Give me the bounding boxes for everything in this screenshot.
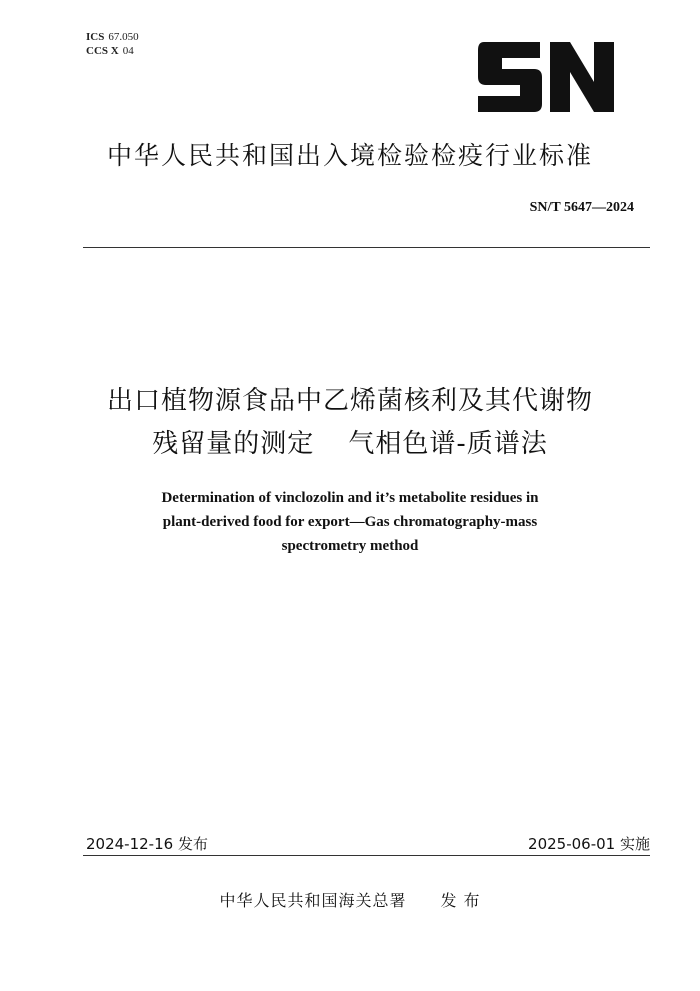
- top-divider: [83, 247, 650, 248]
- chinese-title-line-2: [0, 423, 700, 466]
- bottom-divider: [83, 855, 650, 856]
- publish-action: 发 布: [440, 891, 481, 910]
- english-title: [0, 486, 700, 558]
- sn-logo-mark: [478, 42, 614, 112]
- english-title-line-2: plant-derived food for export—Gas chromatography-mass: [162, 514, 538, 530]
- chinese-title: [0, 380, 700, 466]
- chinese-title-line-2-part-2: 气相色谱-质谱法: [348, 429, 548, 459]
- publisher-line: [0, 888, 700, 911]
- ccs-code: [86, 44, 139, 58]
- implementation-date: 2025-06-01 实施: [528, 835, 650, 853]
- english-title-line-3: spectrometry method: [281, 538, 419, 554]
- chinese-title-line-1: 出口植物源食品中乙烯菌核利及其代谢物: [106, 386, 593, 416]
- publisher-name: 中华人民共和国海关总署: [219, 891, 407, 910]
- ccs-value: 04: [122, 45, 134, 57]
- chinese-title-line-2-part-1: 残留量的测定: [152, 429, 315, 459]
- classification-codes: [86, 30, 139, 58]
- ics-code: [86, 30, 139, 44]
- issue-date: 2024-12-16 发布: [86, 835, 208, 853]
- ics-label: ICS: [86, 31, 105, 43]
- ccs-label: CCS X: [86, 45, 119, 57]
- standard-number: SN/T 5647—2024: [529, 200, 634, 215]
- ics-value: 67.050: [108, 31, 139, 43]
- english-title-line-1: Determination of vinclozolin and it’s metabolite residues in: [161, 490, 539, 506]
- standard-category-title: 中华人民共和国出入境检验检疫行业标准: [106, 141, 593, 170]
- sn-logo: [478, 42, 614, 112]
